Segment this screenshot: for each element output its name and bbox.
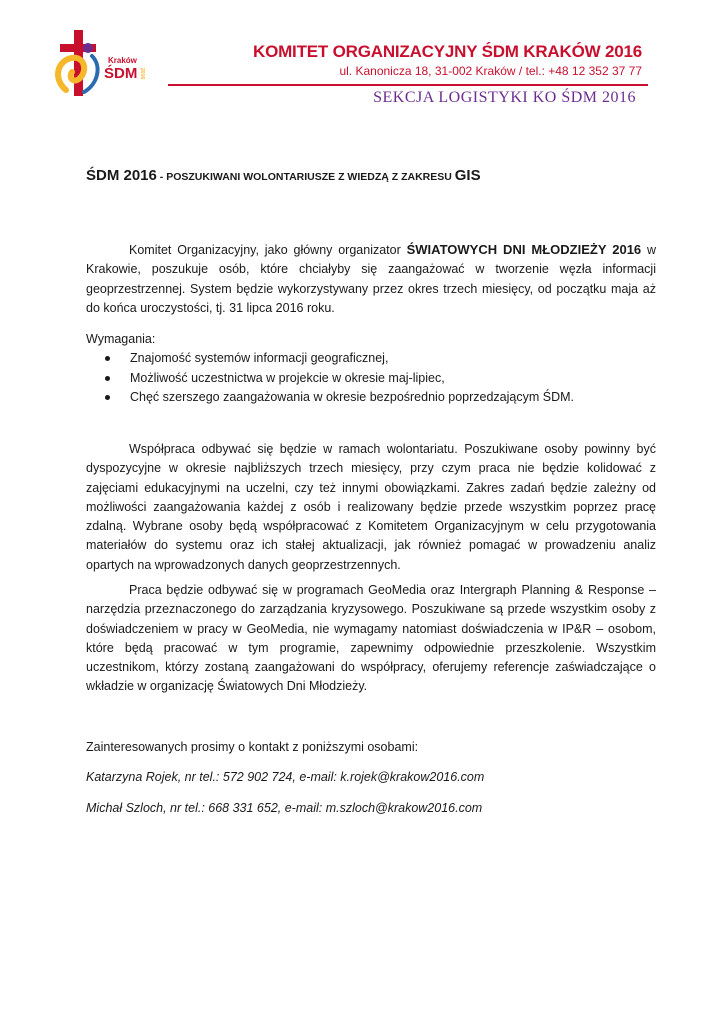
intro-text-start: Komitet Organizacyjny, jako główny organizator <box>129 243 407 257</box>
title-suffix: GIS <box>454 167 481 184</box>
intro-paragraph <box>86 240 656 318</box>
requirements-section <box>86 330 574 407</box>
contact-person-szloch[interactable]: Michał Szloch, nr tel.: 668 331 652, e-mail: m.szloch@krakow2016.com <box>86 801 483 815</box>
bullet-icon <box>105 356 110 361</box>
list-item-text: Znajomość systemów informacji geograficznej, <box>130 351 389 366</box>
organization-address: ul. Kanonicza 18, 31-002 Kraków / tel.: +48 12 352 37 77 <box>339 64 642 78</box>
contact-intro: Zainteresowanych prosimy o kontakt z poniższymi osobami: <box>86 740 419 754</box>
logo-year-text: 2016 <box>139 68 145 80</box>
title-middle: - POSZUKIWANI WOLONTARIUSZE Z WIEDZĄ Z ZAKRESU <box>156 171 455 183</box>
list-item-text: Chęć szerszego zaangażowania w okresie bezpośrednio poprzedzającym ŚDM. <box>130 389 574 404</box>
intro-text-end: w Krakowie, poszukuje osób, które chciałyby się zaangażować w tworzenie węzła informacji geoprzestrzennej. System będzie wykorzystywany przez okres trzech miesięcy, od początku maja aż do końca uroczystości, tj. 31 lipca 2016 roku. <box>86 243 656 315</box>
wyd-logo <box>44 26 164 100</box>
section-name: SEKCJA LOGISTYKI KO ŚDM 2016 <box>373 89 636 106</box>
logo-sdm-text: ŚDM <box>104 65 138 82</box>
intro-event-name: ŚWIATOWYCH DNI MŁODZIEŻY 2016 <box>406 242 642 257</box>
requirements-label: Wymagania: <box>86 332 156 346</box>
document-title <box>86 167 481 185</box>
title-prefix: ŚDM 2016 <box>86 167 157 184</box>
logo-city-text: Kraków <box>108 56 137 65</box>
header-divider <box>168 84 648 86</box>
bullet-icon <box>105 376 110 381</box>
list-item-text: Możliwość uczestnictwa w projekcie w okresie maj-lipiec, <box>130 370 445 385</box>
list-item <box>86 369 574 388</box>
wyd-logo-graphic <box>44 26 164 100</box>
bullet-icon <box>105 395 110 400</box>
organization-name: KOMITET ORGANIZACYJNY ŚDM KRAKÓW 2016 <box>253 42 642 61</box>
list-item <box>86 349 574 368</box>
cooperation-paragraph <box>86 440 656 575</box>
requirements-list <box>86 349 574 407</box>
paragraph-text: Praca będzie odbywać się w programach GeoMedia oraz Intergraph Planning & Response – narzędzia przeznaczonego do zarządzania kryzysowego. Poszukiwane są przede wszystkim osoby z doświadczeniem w pracy w GeoMedia, nie wymagamy natomiast doświadczenia w IP&R – osobom, które będą pracować w tym programie, zapewnimy odpowiednie przeszkolenie. Wszystkim uczestnikom, którzy zostaną zaangażowani do współpracy, oferujemy referencje zaświadczające o wkładzie w organizację Światowych Dni Młodzieży. <box>86 583 656 694</box>
contact-person-rojek[interactable]: Katarzyna Rojek, nr tel.: 572 902 724, e-mail: k.rojek@krakow2016.com <box>86 770 485 784</box>
paragraph-text: Współpraca odbywać się będzie w ramach wolontariatu. Poszukiwane osoby powinny być dyspozycyjne w okresie najbliższych trzech miesięcy, przy czym praca nie będzie kolidować z zajęciami edukacyjnymi na uczelni, czy też innymi obowiązkami. Zakres zadań będzie zależny od możliwości zaangażowania każdej z osób i realizowany będzie przede wszystkim poprzez pracę zdalną. Wybrane osoby będą współpracować z Komitetem Organizacyjnym w celu przygotowania materiałów do systemu oraz ich stałej aktualizacji, jak również pomagać w prowadzeniu analiz opartych na wprowadzonych danych geoprzestrzennych. <box>86 442 656 572</box>
list-item <box>86 388 574 407</box>
software-paragraph <box>86 581 656 697</box>
